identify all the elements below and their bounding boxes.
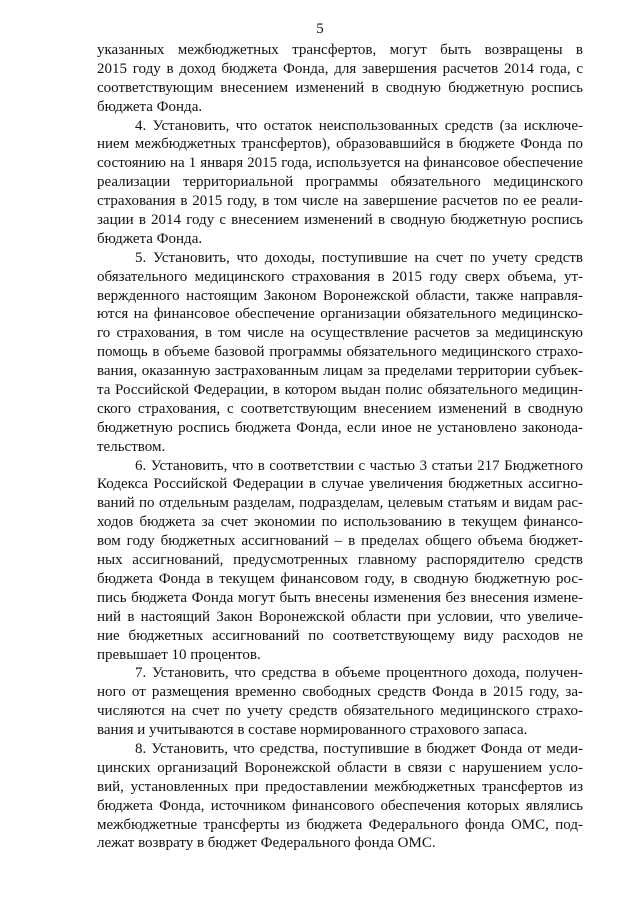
text-line: 2015 году в доход бюджета Фонда, для завершения расчетов 2014 года, с (97, 60, 583, 77)
text-line: реализации территориальной программы обязательного медицинского (97, 174, 583, 191)
text-line: цинских организаций Воронежской области в связи с нарушением усло- (97, 759, 583, 776)
text-line: бюджета Фонда, источником финансового обеспечения которых являлись (97, 797, 583, 814)
text-line: 7. Установить, что средства в объеме процентного дохода, получен- (135, 665, 583, 682)
text-line: 5. Установить, что доходы, поступившие на счет по учету средств (135, 249, 583, 266)
text-line: бюджета Фонда. (97, 98, 203, 115)
text-line: бюджета Фонда. (97, 230, 203, 247)
text-line: бюджета Фонда в текущем финансовом году, в сводную бюджетную рос- (97, 570, 583, 587)
text-line: указанных межбюджетных трансфертов, могут быть возвращены в (97, 42, 583, 58)
text-line: обязательного медицинского страхования в 2015 году сверх объема, ут- (97, 268, 583, 285)
text-line: межбюджетные трансферты из бюджета Федерального фонда ОМС, под- (97, 816, 583, 833)
text-line: го страхования, в том числе на осуществление расчетов за медицинскую (97, 325, 583, 342)
text-line: ние бюджетных ассигнований по соответствующему виду расходов не (97, 627, 583, 644)
text-line: зации в 2014 году с внесением изменений в сводную бюджетную роспись (97, 212, 583, 229)
text-line: страхования в 2015 году, в том числе на завершение расчетов по ее реали- (97, 193, 583, 210)
text-line: ний в настоящий Закон Воронежской области при условии, что увеличе- (97, 608, 583, 625)
text-line: состоянию на 1 января 2015 года, используется на финансовое обеспечение (97, 155, 583, 172)
text-line: вий, установленных при предоставлении межбюджетных трансфертов из (97, 778, 583, 795)
text-line: ного от размещения временно свободных средств Фонда в 2015 году, за- (97, 684, 583, 701)
text-line: вом году бюджетных ассигнований – в пределах общего объема бюджет- (97, 533, 583, 550)
text-line: ются на финансовое обеспечение организации обязательного медицинско- (97, 306, 583, 323)
text-line: превышает 10 процентов. (97, 646, 261, 663)
text-line: числяются на счет по учету средств обязательного медицинского страхо- (97, 703, 583, 720)
text-line: 6. Установить, что в соответствии с частью 3 статьи 217 Бюджетного (135, 457, 583, 474)
text-line: Кодекса Российской Федерации в случае увеличения бюджетных ассигно- (97, 476, 583, 493)
text-line: 8. Установить, что средства, поступившие в бюджет Фонда от меди- (135, 740, 583, 757)
text-line: тельством. (97, 438, 166, 455)
text-line: помощь в объеме базовой программы обязательного медицинского страхо- (97, 344, 583, 361)
text-line: лежат возврату в бюджет Федерального фонда ОМС. (97, 835, 436, 852)
text-line: пись бюджета Фонда могут быть внесены изменения без внесения измене- (97, 589, 583, 606)
text-line: нием межбюджетных трансфертов), образовавшийся в бюджете Фонда по (97, 136, 583, 153)
text-line: ского страхования, с соответствующим внесением изменений в сводную (97, 400, 583, 417)
text-line: вания, оказанную застрахованным лицам за пределами территории субъек- (97, 363, 583, 380)
text-line: та Российской Федерации, в котором выдан полис обязательного медицин- (97, 382, 583, 399)
page-number: 5 (316, 21, 324, 37)
text-line: бюджетную роспись бюджета Фонда, если иное не установлено законода- (97, 419, 583, 436)
body-text (97, 41, 583, 853)
text-line: соответствующим внесением изменений в сводную бюджетную роспись (97, 79, 583, 96)
text-line: ваний по отдельным разделам, подразделам, целевым статьям и видам рас- (97, 495, 583, 512)
text-line: 4. Установить, что остаток неиспользованных средств (за исключе- (135, 117, 583, 134)
text-line: ных ассигнований, предусмотренных главному распорядителю средств (97, 552, 583, 569)
text-line: вержденного настоящим Законом Воронежской области, также направля- (97, 287, 583, 304)
text-line: ходов бюджета за счет экономии по использованию в текущем финансо- (97, 514, 583, 531)
text-line: вания и учитываются в составе нормированного страхового запаса. (97, 722, 528, 739)
